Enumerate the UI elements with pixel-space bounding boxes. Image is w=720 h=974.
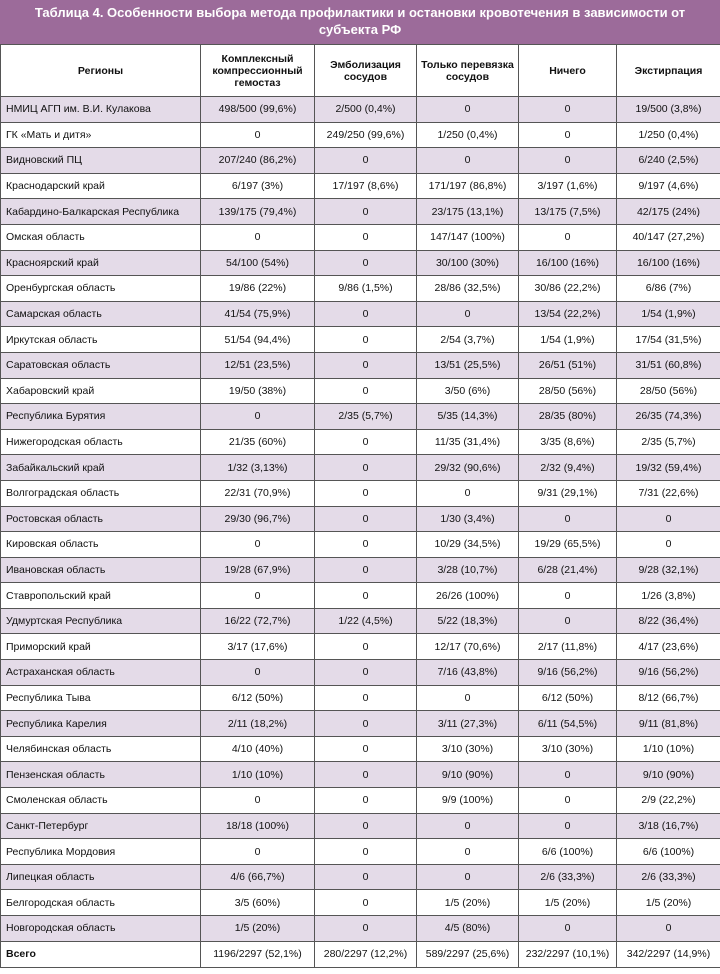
cell-extirpation: 8/22 (36,4%): [617, 608, 720, 634]
cell-region: Видновский ПЦ: [1, 148, 201, 174]
cell-nothing: 3/197 (1,6%): [519, 173, 617, 199]
cell-extirpation: 4/17 (23,6%): [617, 634, 720, 660]
cell-extirpation: 6/240 (2,5%): [617, 148, 720, 174]
cell-compression-hemostasis: 1/32 (3,13%): [201, 455, 315, 481]
cell-compression-hemostasis: 16/22 (72,7%): [201, 608, 315, 634]
cell-region: Республика Тыва: [1, 685, 201, 711]
cell-ligation-only: 0: [417, 813, 519, 839]
cell-extirpation: 2/9 (22,2%): [617, 788, 720, 814]
cell-embolization: 0: [315, 864, 417, 890]
cell-region: Белгородская область: [1, 890, 201, 916]
cell-embolization: 0: [315, 736, 417, 762]
cell-extirpation: 40/147 (27,2%): [617, 224, 720, 250]
table-row: [1, 839, 720, 865]
cell-ligation-only: 12/17 (70,6%): [417, 634, 519, 660]
cell-region: Оренбургская область: [1, 276, 201, 302]
cell-nothing: 0: [519, 608, 617, 634]
cell-embolization: 0: [315, 685, 417, 711]
cell-ligation-only: 3/11 (27,3%): [417, 711, 519, 737]
cell-region: Волгоградская область: [1, 480, 201, 506]
cell-extirpation: 2/35 (5,7%): [617, 429, 720, 455]
table-row: [1, 148, 720, 174]
cell-extirpation: 1/10 (10%): [617, 736, 720, 762]
cell-ligation-only: 0: [417, 480, 519, 506]
cell-compression-hemostasis: 0: [201, 583, 315, 609]
table-row: [1, 557, 720, 583]
cell-embolization: 0: [315, 890, 417, 916]
table-caption: Таблица 4. Особенности выбора метода профилактики и остановки кровотечения в зависимости от субъекта РФ: [0, 0, 720, 44]
cell-embolization: 0: [315, 352, 417, 378]
cell-compression-hemostasis: 1/5 (20%): [201, 916, 315, 942]
table-row: [1, 788, 720, 814]
cell-embolization: 0: [315, 762, 417, 788]
table-row: [1, 506, 720, 532]
total-cell-embolization: 280/2297 (12,2%): [315, 941, 417, 967]
cell-ligation-only: 11/35 (31,4%): [417, 429, 519, 455]
cell-ligation-only: 7/16 (43,8%): [417, 660, 519, 686]
table-row: [1, 97, 720, 123]
cell-ligation-only: 9/10 (90%): [417, 762, 519, 788]
table-row: [1, 276, 720, 302]
cell-ligation-only: 0: [417, 301, 519, 327]
cell-extirpation: 19/500 (3,8%): [617, 97, 720, 123]
cell-nothing: 13/175 (7,5%): [519, 199, 617, 225]
table-row: [1, 224, 720, 250]
table-row: [1, 813, 720, 839]
cell-compression-hemostasis: 19/28 (67,9%): [201, 557, 315, 583]
cell-nothing: 0: [519, 148, 617, 174]
cell-compression-hemostasis: 4/6 (66,7%): [201, 864, 315, 890]
total-row: [1, 941, 720, 967]
table-row: [1, 455, 720, 481]
cell-extirpation: 7/31 (22,6%): [617, 480, 720, 506]
table-row: [1, 173, 720, 199]
cell-ligation-only: 0: [417, 685, 519, 711]
cell-nothing: 28/50 (56%): [519, 378, 617, 404]
table-row: [1, 660, 720, 686]
cell-compression-hemostasis: 19/50 (38%): [201, 378, 315, 404]
cell-ligation-only: 147/147 (100%): [417, 224, 519, 250]
cell-region: Красноярский край: [1, 250, 201, 276]
header-ligation-only: Только перевязка сосудов: [417, 45, 519, 97]
cell-nothing: 2/32 (9,4%): [519, 455, 617, 481]
cell-region: Санкт-Петербург: [1, 813, 201, 839]
cell-ligation-only: 2/54 (3,7%): [417, 327, 519, 353]
header-nothing: Ничего: [519, 45, 617, 97]
cell-embolization: 0: [315, 839, 417, 865]
cell-nothing: 1/5 (20%): [519, 890, 617, 916]
cell-ligation-only: 9/9 (100%): [417, 788, 519, 814]
cell-nothing: 0: [519, 506, 617, 532]
cell-extirpation: 42/175 (24%): [617, 199, 720, 225]
cell-region: Астраханская область: [1, 660, 201, 686]
cell-extirpation: 16/100 (16%): [617, 250, 720, 276]
cell-nothing: 0: [519, 97, 617, 123]
cell-region: Ивановская область: [1, 557, 201, 583]
cell-compression-hemostasis: 139/175 (79,4%): [201, 199, 315, 225]
total-cell-nothing: 232/2297 (10,1%): [519, 941, 617, 967]
cell-extirpation: 9/197 (4,6%): [617, 173, 720, 199]
cell-region: Смоленская область: [1, 788, 201, 814]
cell-embolization: 0: [315, 660, 417, 686]
cell-extirpation: 17/54 (31,5%): [617, 327, 720, 353]
cell-embolization: 0: [315, 250, 417, 276]
cell-region: ГК «Мать и дитя»: [1, 122, 201, 148]
total-cell-extirpation: 342/2297 (14,9%): [617, 941, 720, 967]
cell-extirpation: 0: [617, 532, 720, 558]
cell-extirpation: 2/6 (33,3%): [617, 864, 720, 890]
cell-compression-hemostasis: 0: [201, 660, 315, 686]
cell-embolization: 0: [315, 301, 417, 327]
cell-embolization: 0: [315, 429, 417, 455]
cell-compression-hemostasis: 4/10 (40%): [201, 736, 315, 762]
cell-region: Саратовская область: [1, 352, 201, 378]
cell-compression-hemostasis: 21/35 (60%): [201, 429, 315, 455]
cell-extirpation: 6/6 (100%): [617, 839, 720, 865]
total-cell-compression-hemostasis: 1196/2297 (52,1%): [201, 941, 315, 967]
cell-region: Забайкальский край: [1, 455, 201, 481]
cell-compression-hemostasis: 3/5 (60%): [201, 890, 315, 916]
cell-compression-hemostasis: 0: [201, 122, 315, 148]
cell-region: Республика Бурятия: [1, 404, 201, 430]
cell-compression-hemostasis: 0: [201, 532, 315, 558]
table-row: [1, 583, 720, 609]
cell-nothing: 0: [519, 224, 617, 250]
cell-ligation-only: 10/29 (34,5%): [417, 532, 519, 558]
cell-compression-hemostasis: 51/54 (94,4%): [201, 327, 315, 353]
cell-embolization: 0: [315, 557, 417, 583]
cell-compression-hemostasis: 41/54 (75,9%): [201, 301, 315, 327]
cell-region: Пензенская область: [1, 762, 201, 788]
table-row: [1, 250, 720, 276]
cell-nothing: 0: [519, 813, 617, 839]
cell-nothing: 6/12 (50%): [519, 685, 617, 711]
cell-nothing: 0: [519, 762, 617, 788]
cell-embolization: 1/22 (4,5%): [315, 608, 417, 634]
table-row: [1, 608, 720, 634]
cell-compression-hemostasis: 0: [201, 224, 315, 250]
cell-ligation-only: 3/28 (10,7%): [417, 557, 519, 583]
cell-compression-hemostasis: 54/100 (54%): [201, 250, 315, 276]
cell-region: Удмуртская Республика: [1, 608, 201, 634]
cell-embolization: 2/35 (5,7%): [315, 404, 417, 430]
cell-compression-hemostasis: 207/240 (86,2%): [201, 148, 315, 174]
cell-region: Самарская область: [1, 301, 201, 327]
cell-region: Ростовская область: [1, 506, 201, 532]
cell-embolization: 0: [315, 224, 417, 250]
cell-extirpation: 9/16 (56,2%): [617, 660, 720, 686]
cell-nothing: 16/100 (16%): [519, 250, 617, 276]
table-row: [1, 429, 720, 455]
table-row: [1, 685, 720, 711]
cell-ligation-only: 23/175 (13,1%): [417, 199, 519, 225]
cell-embolization: 0: [315, 327, 417, 353]
table-row: [1, 864, 720, 890]
cell-embolization: 9/86 (1,5%): [315, 276, 417, 302]
cell-ligation-only: 3/10 (30%): [417, 736, 519, 762]
cell-region: Хабаровский край: [1, 378, 201, 404]
cell-ligation-only: 13/51 (25,5%): [417, 352, 519, 378]
header-embolization: Эмболизация сосудов: [315, 45, 417, 97]
cell-embolization: 249/250 (99,6%): [315, 122, 417, 148]
cell-extirpation: 6/86 (7%): [617, 276, 720, 302]
cell-embolization: 0: [315, 378, 417, 404]
cell-ligation-only: 3/50 (6%): [417, 378, 519, 404]
cell-embolization: 17/197 (8,6%): [315, 173, 417, 199]
cell-compression-hemostasis: 6/197 (3%): [201, 173, 315, 199]
cell-ligation-only: 0: [417, 148, 519, 174]
cell-compression-hemostasis: 0: [201, 788, 315, 814]
table-body: [1, 97, 720, 968]
total-label: Всего: [1, 941, 201, 967]
cell-nothing: 19/29 (65,5%): [519, 532, 617, 558]
cell-region: Липецкая область: [1, 864, 201, 890]
table-row: [1, 634, 720, 660]
cell-embolization: 0: [315, 583, 417, 609]
table-row: [1, 327, 720, 353]
cell-extirpation: 9/28 (32,1%): [617, 557, 720, 583]
table-row: [1, 762, 720, 788]
cell-compression-hemostasis: 19/86 (22%): [201, 276, 315, 302]
table-row: [1, 736, 720, 762]
cell-nothing: 0: [519, 583, 617, 609]
table-row: [1, 916, 720, 942]
cell-extirpation: 1/250 (0,4%): [617, 122, 720, 148]
cell-embolization: 0: [315, 788, 417, 814]
cell-compression-hemostasis: 18/18 (100%): [201, 813, 315, 839]
cell-compression-hemostasis: 29/30 (96,7%): [201, 506, 315, 532]
table-row: [1, 122, 720, 148]
cell-nothing: 6/11 (54,5%): [519, 711, 617, 737]
cell-region: Приморский край: [1, 634, 201, 660]
cell-extirpation: 8/12 (66,7%): [617, 685, 720, 711]
cell-nothing: 28/35 (80%): [519, 404, 617, 430]
cell-compression-hemostasis: 22/31 (70,9%): [201, 480, 315, 506]
cell-ligation-only: 0: [417, 839, 519, 865]
cell-ligation-only: 1/30 (3,4%): [417, 506, 519, 532]
cell-ligation-only: 5/22 (18,3%): [417, 608, 519, 634]
cell-embolization: 0: [315, 148, 417, 174]
cell-ligation-only: 1/250 (0,4%): [417, 122, 519, 148]
cell-nothing: 2/6 (33,3%): [519, 864, 617, 890]
cell-nothing: 1/54 (1,9%): [519, 327, 617, 353]
table-row: [1, 532, 720, 558]
cell-extirpation: 0: [617, 916, 720, 942]
cell-extirpation: 19/32 (59,4%): [617, 455, 720, 481]
table-row: [1, 404, 720, 430]
cell-compression-hemostasis: 0: [201, 839, 315, 865]
cell-extirpation: 26/35 (74,3%): [617, 404, 720, 430]
cell-nothing: 0: [519, 788, 617, 814]
cell-extirpation: 1/26 (3,8%): [617, 583, 720, 609]
cell-embolization: 0: [315, 199, 417, 225]
cell-ligation-only: 30/100 (30%): [417, 250, 519, 276]
cell-extirpation: 9/10 (90%): [617, 762, 720, 788]
cell-ligation-only: 29/32 (90,6%): [417, 455, 519, 481]
header-compression-hemostasis: Комплексный компрессионный гемостаз: [201, 45, 315, 97]
regions-table: [0, 44, 720, 968]
cell-embolization: 0: [315, 506, 417, 532]
cell-ligation-only: 4/5 (80%): [417, 916, 519, 942]
table-row: [1, 199, 720, 225]
cell-region: Кировская область: [1, 532, 201, 558]
cell-compression-hemostasis: 0: [201, 404, 315, 430]
cell-region: Иркутская область: [1, 327, 201, 353]
cell-nothing: 9/16 (56,2%): [519, 660, 617, 686]
cell-compression-hemostasis: 3/17 (17,6%): [201, 634, 315, 660]
cell-region: Омская область: [1, 224, 201, 250]
table-row: [1, 301, 720, 327]
cell-nothing: 30/86 (22,2%): [519, 276, 617, 302]
cell-region: Ставропольский край: [1, 583, 201, 609]
cell-region: НМИЦ АГП им. В.И. Кулакова: [1, 97, 201, 123]
table-row: [1, 711, 720, 737]
header-extirpation: Экстирпация: [617, 45, 720, 97]
cell-region: Республика Мордовия: [1, 839, 201, 865]
cell-embolization: 0: [315, 480, 417, 506]
cell-nothing: 2/17 (11,8%): [519, 634, 617, 660]
header-row: [1, 45, 720, 97]
cell-ligation-only: 5/35 (14,3%): [417, 404, 519, 430]
cell-embolization: 0: [315, 916, 417, 942]
cell-nothing: 0: [519, 122, 617, 148]
cell-compression-hemostasis: 498/500 (99,6%): [201, 97, 315, 123]
cell-ligation-only: 26/26 (100%): [417, 583, 519, 609]
cell-embolization: 2/500 (0,4%): [315, 97, 417, 123]
cell-nothing: 3/35 (8,6%): [519, 429, 617, 455]
table-row: [1, 352, 720, 378]
cell-extirpation: 9/11 (81,8%): [617, 711, 720, 737]
cell-embolization: 0: [315, 634, 417, 660]
cell-region: Кабардино-Балкарская Республика: [1, 199, 201, 225]
cell-ligation-only: 28/86 (32,5%): [417, 276, 519, 302]
cell-ligation-only: 0: [417, 97, 519, 123]
cell-embolization: 0: [315, 532, 417, 558]
cell-nothing: 0: [519, 916, 617, 942]
cell-ligation-only: 0: [417, 864, 519, 890]
cell-extirpation: 0: [617, 506, 720, 532]
cell-compression-hemostasis: 1/10 (10%): [201, 762, 315, 788]
cell-region: Краснодарский край: [1, 173, 201, 199]
cell-ligation-only: 171/197 (86,8%): [417, 173, 519, 199]
cell-region: Новгородская область: [1, 916, 201, 942]
cell-nothing: 6/28 (21,4%): [519, 557, 617, 583]
cell-nothing: 3/10 (30%): [519, 736, 617, 762]
cell-extirpation: 31/51 (60,8%): [617, 352, 720, 378]
table-row: [1, 378, 720, 404]
table-row: [1, 480, 720, 506]
total-cell-ligation-only: 589/2297 (25,6%): [417, 941, 519, 967]
table-row: [1, 890, 720, 916]
cell-extirpation: 28/50 (56%): [617, 378, 720, 404]
cell-embolization: 0: [315, 711, 417, 737]
cell-embolization: 0: [315, 813, 417, 839]
cell-compression-hemostasis: 12/51 (23,5%): [201, 352, 315, 378]
cell-extirpation: 1/54 (1,9%): [617, 301, 720, 327]
cell-nothing: 9/31 (29,1%): [519, 480, 617, 506]
cell-nothing: 13/54 (22,2%): [519, 301, 617, 327]
cell-embolization: 0: [315, 455, 417, 481]
cell-extirpation: 1/5 (20%): [617, 890, 720, 916]
cell-compression-hemostasis: 2/11 (18,2%): [201, 711, 315, 737]
cell-compression-hemostasis: 6/12 (50%): [201, 685, 315, 711]
cell-region: Нижегородская область: [1, 429, 201, 455]
cell-nothing: 26/51 (51%): [519, 352, 617, 378]
cell-extirpation: 3/18 (16,7%): [617, 813, 720, 839]
cell-region: Челябинская область: [1, 736, 201, 762]
cell-ligation-only: 1/5 (20%): [417, 890, 519, 916]
cell-region: Республика Карелия: [1, 711, 201, 737]
header-regions: Регионы: [1, 45, 201, 97]
cell-nothing: 6/6 (100%): [519, 839, 617, 865]
